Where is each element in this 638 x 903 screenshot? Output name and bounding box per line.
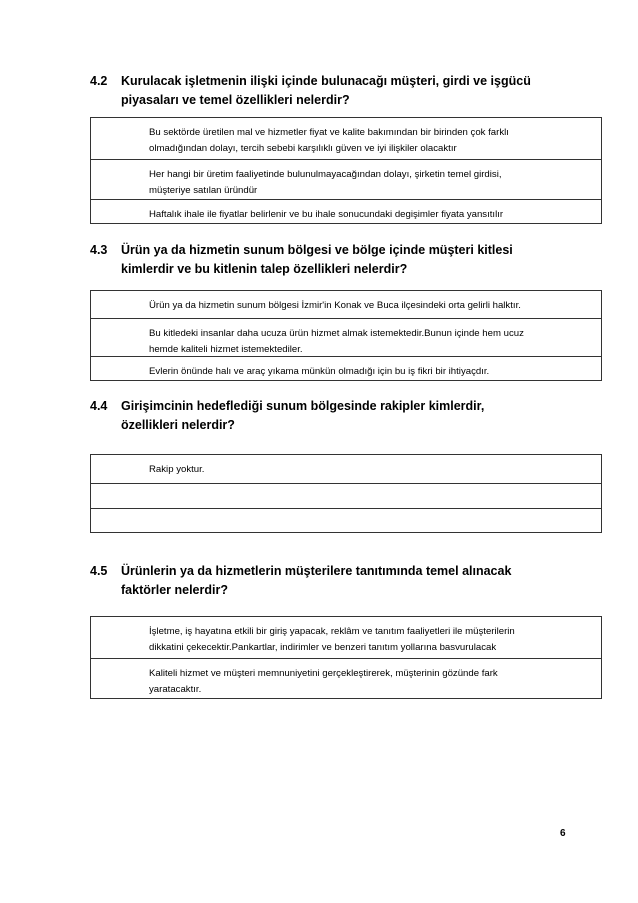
answer-line: İşletme, iş hayatına etkili bir giriş yapacak, reklâm ve tanıtım faaliyetleri ile müşterilerin xyxy=(149,626,515,637)
answer-row xyxy=(90,455,602,484)
section-4-2 xyxy=(90,72,602,220)
section-title-line: özellikleri nelerdir? xyxy=(121,418,235,432)
answer-row xyxy=(90,118,602,160)
answer-table xyxy=(90,454,602,533)
section-title-line: Girişimcinin hedeflediği sunum bölgesinde rakipler kimlerdir, xyxy=(121,399,485,413)
answer-line: Kaliteli hizmet ve müşteri memnuniyetini gerçekleştirerek, müşterinin gözünde fark xyxy=(149,668,498,679)
answer-row xyxy=(90,291,602,319)
section-number: 4.4 xyxy=(90,399,108,413)
answer-line: olmadığından dolayı, tercih sebebi karşılıklı güven ve iyi ilişkiler olacaktır xyxy=(149,143,457,154)
answer-row xyxy=(90,319,602,357)
section-title-line: Ürün ya da hizmetin sunum bölgesi ve bölge içinde müşteri kitlesi xyxy=(121,243,513,257)
section-title-line: piyasaları ve temel özellikleri nelerdir? xyxy=(121,93,350,107)
answer-line: Her hangi bir üretim faaliyetinde bulunulmayacağından dolayı, şirketin temel girdisi, xyxy=(149,169,502,180)
answer-row xyxy=(90,200,602,224)
section-title-line: Ürünlerin ya da hizmetlerin müşterilere tanıtımında temel alınacak xyxy=(121,564,512,578)
section-title-line: Kurulacak işletmenin ilişki içinde bulunacağı müşteri, girdi ve işgücü xyxy=(121,74,531,88)
section-number: 4.5 xyxy=(90,564,108,578)
section-heading xyxy=(90,72,602,110)
answer-table xyxy=(90,117,602,224)
answer-line: müşteriye satılan üründür xyxy=(149,185,258,196)
answer-line: Ürün ya da hizmetin sunum bölgesi İzmir'in Konak ve Buca ilçesindeki orta gelirli halktır. xyxy=(149,300,521,311)
page-number: 6 xyxy=(560,828,566,839)
answer-row xyxy=(90,617,602,659)
answer-line: Evlerin önünde halı ve araç yıkama münkün olmadığı için bu iş fikri bir ihtiyaçdır. xyxy=(149,366,490,377)
answer-line: Rakip yoktur. xyxy=(149,464,205,475)
section-4-5 xyxy=(90,562,602,695)
answer-row xyxy=(90,357,602,381)
answer-line: Bu kitledeki insanlar daha ucuza ürün hizmet almak istemektedir.Bunun içinde hem ucuz xyxy=(149,328,524,339)
section-4-4 xyxy=(90,397,602,475)
section-number: 4.2 xyxy=(90,74,108,88)
section-title-line: faktörler nelerdir? xyxy=(121,583,228,597)
answer-row xyxy=(90,160,602,200)
section-4-3 xyxy=(90,241,602,377)
answer-line: Haftalık ihale ile fiyatlar belirlenir ve bu ihale sonucundaki degişimler fiyata yansıtılır xyxy=(149,209,504,220)
answer-line: Bu sektörde üretilen mal ve hizmetler fiyat ve kalite bakımından bir birinden çok farklı xyxy=(149,127,509,138)
section-title-line: kimlerdir ve bu kitlenin talep özellikleri nelerdir? xyxy=(121,262,408,276)
answer-table xyxy=(90,616,602,699)
answer-row xyxy=(90,509,602,533)
answer-table xyxy=(90,290,602,381)
section-heading xyxy=(90,397,602,435)
section-heading xyxy=(90,241,602,279)
answer-row xyxy=(90,659,602,699)
answer-line: yaratacaktır. xyxy=(149,684,202,695)
section-number: 4.3 xyxy=(90,243,108,257)
answer-line: dikkatini çekecektir.Pankartlar, indirimler ve benzeri tanıtım yollarına basvurulacak xyxy=(149,642,497,653)
answer-line: hemde kaliteli hizmet istemektediler. xyxy=(149,344,303,355)
section-heading xyxy=(90,562,602,600)
answer-row xyxy=(90,484,602,509)
